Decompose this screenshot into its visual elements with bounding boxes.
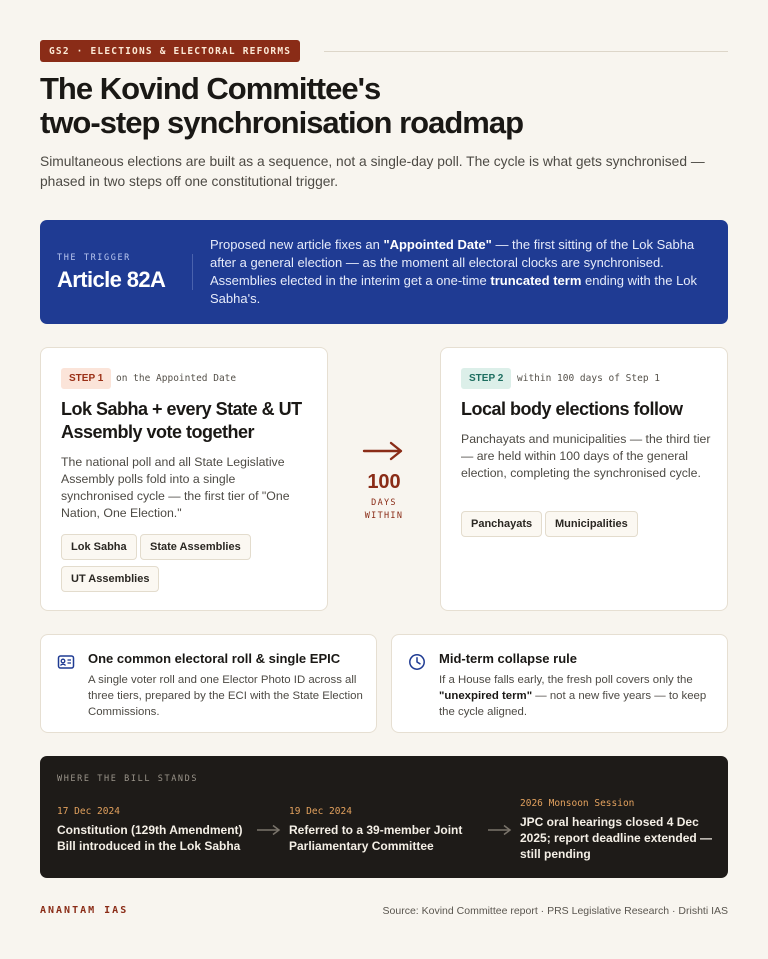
timeline-event-2-date: 19 Dec 2024	[289, 806, 352, 817]
trigger-article: Article 82A	[57, 267, 166, 292]
mid-term-body-1: If a House falls early, the fresh poll covers only the	[439, 674, 693, 686]
days-within: WITHIN	[364, 511, 404, 521]
source-credit: Source: Kovind Committee report · PRS Legislative Research · Drishti IAS	[382, 905, 728, 917]
step-2-heading: Local body elections follow	[461, 399, 683, 419]
step-2-pill: STEP 2	[461, 368, 511, 389]
chip-lok-sabha: Lok Sabha	[61, 534, 137, 560]
step-1-card	[40, 347, 328, 611]
mid-term-rule-title: Mid-term collapse rule	[439, 651, 577, 666]
mid-term-rule-card	[391, 634, 728, 733]
timeline-event-2-text: Referred to a 39-member Joint Parliamentary Committee	[289, 823, 463, 853]
chip-state-assemblies: State Assemblies	[140, 534, 251, 560]
trigger-description	[210, 236, 714, 308]
timeline-event-1-date: 17 Dec 2024	[57, 806, 120, 817]
chip-panchayats: Panchayats	[461, 511, 542, 537]
electoral-roll-title: One common electoral roll & single EPIC	[88, 651, 341, 666]
timeline-event-3-date: 2026 Monsoon Session	[520, 798, 635, 809]
electoral-roll-card	[40, 634, 377, 733]
trigger-banner	[40, 220, 728, 324]
mid-term-body-2: — not a new five years — to keep the cycle aligned.	[439, 690, 707, 718]
title-line-2: two-step synchronisation roadmap	[40, 105, 524, 140]
timeline-heading: WHERE THE BILL STANDS	[57, 774, 199, 784]
trigger-text-1: Proposed new article fixes an	[210, 237, 384, 252]
trigger-text-2: — the first sitting of the Lok Sabha after a general election — as the moment all electoral clocks are synchronised. Assemblies elected in the interim get a one-time	[210, 237, 695, 288]
step-1-note: on the Appointed Date	[116, 373, 237, 384]
header-rule	[324, 51, 728, 52]
days-unit: DAYS	[371, 498, 397, 508]
trigger-truncated-term: truncated term	[490, 273, 582, 288]
page-title	[40, 72, 740, 140]
title-line-1: The Kovind Committee's	[40, 71, 381, 106]
unexpired-term: "unexpired term"	[439, 690, 533, 702]
step-1-body: The national poll and all State Legislative Assembly polls fold into a single synchronised cycle — the first tier of "One Nation, One Election."	[61, 455, 290, 520]
step-1-heading: Lok Sabha + every State & UT Assembly vote together	[61, 399, 302, 442]
timeline-event-1-text: Constitution (129th Amendment) Bill introduced in the Lok Sabha	[57, 823, 243, 853]
id-card-icon	[57, 653, 75, 671]
page-subtitle: Simultaneous elections are built as a sequence, not a single-day poll. The cycle is what gets synchronised — phased in two steps off one constitutional trigger.	[40, 154, 705, 189]
timeline-event-3-text: JPC oral hearings closed 4 Dec 2025; report deadline extended — still pending	[520, 815, 713, 861]
trigger-divider	[192, 254, 193, 290]
trigger-text-3: ending with the Lok Sabha's.	[210, 273, 698, 306]
step-2-card	[440, 347, 728, 611]
mid-term-rule-body	[439, 672, 714, 720]
step-1-pill: STEP 1	[61, 368, 111, 389]
topic-tag: GS2 · ELECTIONS & ELECTORAL REFORMS	[40, 40, 300, 62]
chip-municipalities: Municipalities	[545, 511, 638, 537]
trigger-label: THE TRIGGER	[57, 253, 131, 263]
step-2-body: Panchayats and municipalities — the third tier — are held within 100 days of the general election, completing the synchronised cycle.	[461, 432, 711, 480]
chip-ut-assemblies: UT Assemblies	[61, 566, 159, 592]
arrow-right-icon	[256, 823, 282, 837]
trigger-appointed-date: "Appointed Date"	[383, 237, 492, 252]
arrow-right-icon	[487, 823, 513, 837]
step-2-note: within 100 days of Step 1	[517, 373, 660, 384]
clock-icon	[408, 653, 426, 671]
header-topline	[40, 40, 728, 62]
brand-logo-text: ANANTAM IAS	[40, 905, 129, 916]
days-number: 100	[367, 471, 401, 493]
arrow-right-icon	[362, 440, 406, 462]
bill-status-timeline	[40, 756, 728, 878]
electoral-roll-body: A single voter roll and one Elector Photo ID across all three tiers, prepared by the ECI with the State Election Commissions.	[88, 674, 363, 718]
